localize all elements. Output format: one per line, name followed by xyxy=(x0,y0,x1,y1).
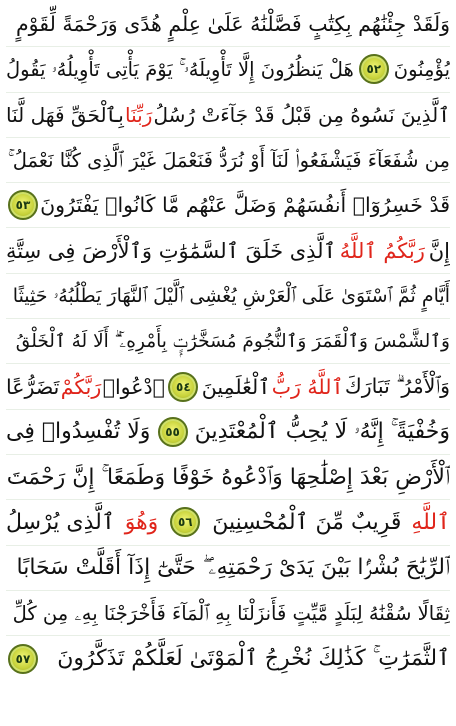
text-line xyxy=(6,591,450,636)
verse-number-marker: ٥٣ xyxy=(8,190,38,220)
verse-text: بِٱلْحَقِّ فَهَل لَّنَا xyxy=(6,102,124,127)
verse-text: وَٱلْأَمْرُ ۗ تَبَارَكَ xyxy=(344,374,450,399)
text-line xyxy=(6,500,450,545)
verse-number-marker: ٥٢ xyxy=(359,54,389,84)
verse-number-marker: ٥٥ xyxy=(158,417,188,447)
text-line xyxy=(6,410,450,455)
verse-text: وَلَا تُفْسِدُوا۟ فِى xyxy=(6,419,151,445)
text-line xyxy=(6,364,450,409)
verse-text: قَدْ خَسِرُوٓا۟ أَنفُسَهُمْ وَضَلَّ عَنْهُم مَّا كَانُوا۟ يَفْتَرُونَ xyxy=(40,193,450,218)
verse-text: وَٱلشَّمْسَ وَٱلْقَمَرَ وَٱلنُّجُومَ مُسَخَّرَٰتٍۭ بِأَمْرِهِۦٓ ۗ أَلَا لَهُ ٱلْخَلْقُ xyxy=(15,330,450,352)
verse-text: مِن شُفَعَآءَ فَيَشْفَعُوا۟ لَنَآ أَوْ نُرَدُّ فَنَعْمَلَ غَيْرَ ٱلَّذِى كُنَّا نَعْمَلُ ۚ xyxy=(7,148,450,172)
divine-name-text: ٱللَّهِ xyxy=(411,509,450,535)
verse-number-marker: ٥٧ xyxy=(8,644,38,674)
text-line xyxy=(6,93,450,138)
text-line xyxy=(6,455,450,500)
verse-text: وَخُفْيَةً ۚ إِنَّهُۥ لَا يُحِبُّ ٱلْمُعْتَدِينَ xyxy=(194,419,450,445)
verse-text: قَرِيبٌ مِّنَ ٱلْمُحْسِنِينَ xyxy=(212,509,402,535)
text-line xyxy=(6,2,450,47)
text-line xyxy=(6,138,450,183)
divine-name-text: وَهُوَ xyxy=(124,509,159,535)
verse-text: ٱلْأَرْضِ بَعْدَ إِصْلَٰحِهَا وَٱدْعُوهُ خَوْفًا وَطَمَعًا ۚ إِنَّ رَحْمَتَ xyxy=(6,464,450,490)
text-line xyxy=(6,228,450,273)
text-line xyxy=(6,546,450,591)
verse-number-marker: ٥٤ xyxy=(168,372,198,402)
verse-text: ٱلَّذِينَ نَسُوهُ مِن قَبْلُ قَدْ جَآءَتْ رُسُلُ xyxy=(153,102,450,127)
verse-text: تَضَرُّعًا xyxy=(6,374,60,399)
divine-name-text: رَبِّنَا xyxy=(125,102,153,127)
verse-text: هَلْ يَنظُرُونَ إِلَّا تَأْوِيلَهُۥ ۚ يَوْمَ يَأْتِى تَأْوِيلُهُۥ يَقُولُ xyxy=(6,57,354,81)
divine-name-text: ٱللَّهُ رَبُّ xyxy=(271,374,344,399)
verse-text: ٱلَّذِى يُرْسِلُ xyxy=(6,509,115,535)
verse-text: وَلَقَدْ جِئْنَٰهُم بِكِتَٰبٍ فَصَّلْنَٰهُ عَلَىٰ عِلْمٍ هُدًى وَرَحْمَةً لِّقَوْمٍ xyxy=(15,12,450,37)
divine-name-text: رَبَّكُمُ ٱللَّهُ xyxy=(339,238,425,263)
text-line xyxy=(6,274,450,319)
divine-name-text: رَبَّكُمْ xyxy=(60,374,102,399)
text-line xyxy=(6,183,450,228)
verse-text: ٱلَّذِى خَلَقَ ٱلسَّمَٰوَٰتِ وَٱلْأَرْضَ فِى سِتَّةِ xyxy=(6,238,336,263)
verse-text: يُؤْمِنُونَ xyxy=(393,57,450,81)
text-line xyxy=(6,636,450,681)
verse-text: ٱلْعَٰلَمِينَ xyxy=(201,374,271,399)
verse-text: إِنَّ xyxy=(428,238,450,263)
verse-text: ٱدْعُوا۟ xyxy=(102,374,165,399)
text-line xyxy=(6,319,450,364)
verse-text: ٱلرِّيَٰحَ بُشْرًۢا بَيْنَ يَدَىْ رَحْمَتِهِۦ ۖ حَتَّىٰٓ إِذَآ أَقَلَّتْ سَحَابًا xyxy=(16,555,450,581)
verse-number-marker: ٥٦ xyxy=(170,507,200,537)
text-line xyxy=(6,47,450,92)
verse-text: أَيَّامٍ ثُمَّ ٱسْتَوَىٰ عَلَى ٱلْعَرْشِ يُغْشِى ٱلَّيْلَ ٱلنَّهَارَ يَطْلُبُهُۥ حَثِيثًا xyxy=(12,284,450,307)
verse-text: ٱلثَّمَرَٰتِ ۚ كَذَٰلِكَ نُخْرِجُ ٱلْمَوْتَىٰ لَعَلَّكُمْ تَذَكَّرُونَ xyxy=(57,646,450,672)
verse-text: ثِقَالًا سُقْنَٰهُ لِبَلَدٍ مَّيِّتٍ فَأَنزَلْنَا بِهِ ٱلْمَآءَ فَأَخْرَجْنَا بِهِۦ مِن كُلِّ xyxy=(12,601,450,625)
